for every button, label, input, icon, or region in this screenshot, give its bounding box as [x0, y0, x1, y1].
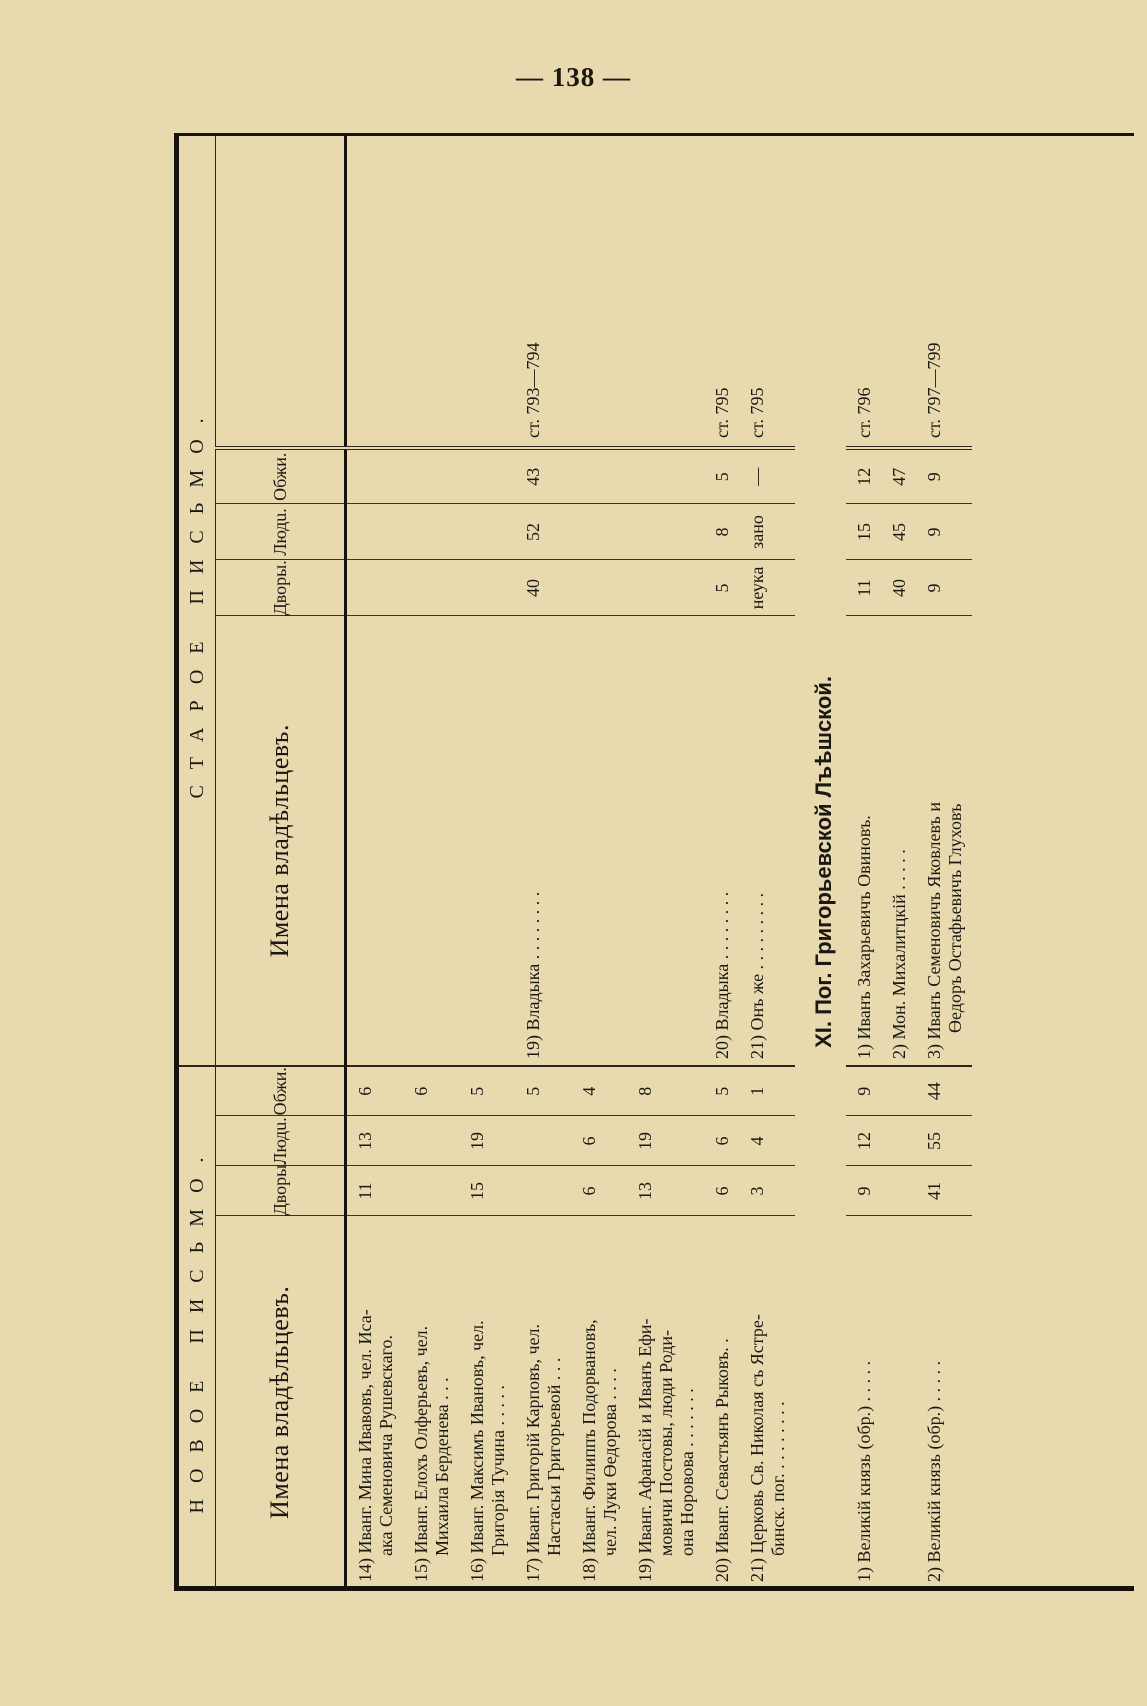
reference-value — [627, 136, 704, 448]
reference-value — [571, 136, 627, 448]
old-dvory-value — [627, 560, 704, 616]
col-obzhi-new: Обжи. — [216, 1066, 346, 1116]
lyudi-value — [881, 1116, 916, 1166]
dvory-value: 3 — [739, 1166, 795, 1216]
owner-name-old: 1) Иванъ Захарьевичъ Овиновъ. — [854, 815, 874, 1059]
table-row — [881, 136, 916, 1588]
lyudi-value: 19 — [459, 1116, 515, 1166]
col-dvory-new: Двоpы. — [216, 1166, 346, 1216]
lyudi-value: 55 — [916, 1116, 972, 1166]
old-lyudi-value: 8 — [704, 504, 739, 560]
lyudi-value: 6 — [704, 1116, 739, 1166]
obzhi-value — [881, 1066, 916, 1116]
table-row — [403, 136, 459, 1588]
col-names-old: Имена владѣльцевъ. — [216, 616, 346, 1066]
owner-name-old — [346, 616, 404, 1066]
old-obzhi-value: 12 — [846, 448, 881, 504]
old-dvory-value — [459, 560, 515, 616]
old-dvory-value — [571, 560, 627, 616]
reference-value — [459, 136, 515, 448]
dvory-value — [403, 1166, 459, 1216]
owner-name-old: 2) Мон. Михалитцкій . . . . . — [889, 849, 909, 1059]
reference-value — [403, 136, 459, 448]
table-row — [916, 136, 972, 1588]
old-obzhi-value: 43 — [515, 448, 571, 504]
table-row — [346, 136, 404, 1588]
page-number: — 138 — — [516, 62, 631, 92]
owner-name-new: 16) Иванг. Максимъ Ивановъ, чел. Григорія Тучина . . . . . — [467, 1320, 508, 1582]
col-dvory-old: Двоpы. — [216, 560, 346, 616]
owner-name-old — [627, 616, 704, 1066]
dvory-value: 15 — [459, 1166, 515, 1216]
table-row — [515, 136, 571, 1588]
old-dvory-value: 9 — [916, 560, 972, 616]
header-old-survey: СТАРОЕ ПИСЬМО. — [179, 136, 216, 1066]
owner-name-new: 15) Иванг. Елохъ Олферьевъ, чел. Михаила Берденева . . . — [411, 1325, 452, 1582]
col-obzhi-old: Обжи. — [216, 448, 346, 504]
owner-name-old — [571, 616, 627, 1066]
obzhi-value: 5 — [459, 1066, 515, 1116]
dvory-value: 41 — [916, 1166, 972, 1216]
owner-name-new: 2) Великій князь (обр.) . . . . . — [924, 1360, 944, 1582]
obzhi-value: 1 — [739, 1066, 795, 1116]
dvory-value — [881, 1166, 916, 1216]
obzhi-value: 4 — [571, 1066, 627, 1116]
old-lyudi-value: 15 — [846, 504, 881, 560]
table-row — [627, 136, 704, 1588]
old-dvory-value: 40 — [515, 560, 571, 616]
old-obzhi-value — [627, 448, 704, 504]
reference-value: ст. 797—799 — [916, 136, 972, 448]
table-row — [846, 136, 881, 1588]
owner-name-old — [459, 616, 515, 1066]
old-lyudi-value: 45 — [881, 504, 916, 560]
reference-value: ст. 793—794 — [515, 136, 571, 448]
obzhi-value: 44 — [916, 1066, 972, 1116]
section-heading-row — [795, 136, 846, 1588]
col-lyudi-old: Людu. — [216, 504, 346, 560]
dvory-value: 6 — [704, 1166, 739, 1216]
lyudi-value: 4 — [739, 1116, 795, 1166]
dvory-value: 6 — [571, 1166, 627, 1216]
owner-name-new: 21) Церковь Св. Николая съ Ястре- бинск. пог. . . . . . . . . — [747, 1314, 788, 1582]
owner-name-new: 1) Великій князь (обр.) . . . . . — [854, 1360, 874, 1582]
old-lyudi-value: 9 — [916, 504, 972, 560]
old-obzhi-value: 47 — [881, 448, 916, 504]
reference-value — [881, 136, 916, 448]
reference-value: ст. 796 — [846, 136, 881, 448]
owner-name-new: 19) Иванг. Афанасій и Иванъ Ефи- мовичи Постовы, люди Роди- она Норовова . . . . . . . — [635, 1318, 697, 1582]
col-reference — [216, 136, 346, 448]
dvory-value: 11 — [346, 1166, 404, 1216]
owner-name-old: 20) Владыка . . . . . . . . — [712, 891, 732, 1059]
col-lyudi-new: Людu. — [216, 1116, 346, 1166]
lyudi-value — [403, 1116, 459, 1166]
lyudi-value: 13 — [346, 1116, 404, 1166]
owner-name-new: 18) Иванг. Филиппъ Подорвановъ, чел. Луки Өедорова . . . . — [579, 1319, 620, 1582]
lyudi-value: 12 — [846, 1116, 881, 1166]
table-row — [739, 136, 795, 1588]
owner-name-new: 14) Иванг. Мина Ивавовъ, чел. Иса- ака Семеновича Рушевскаго. — [355, 1309, 396, 1582]
lyudi-value: 19 — [627, 1116, 704, 1166]
old-dvory-value: 40 — [881, 560, 916, 616]
owner-name-new: 17) Иванг. Григорій Карповъ, чел. Настасьи Григорьевой . . . — [523, 1324, 564, 1582]
owner-name-new — [881, 1216, 916, 1588]
reference-value — [346, 136, 404, 448]
old-dvory-value: 5 — [704, 560, 739, 616]
lyudi-value — [515, 1116, 571, 1166]
old-dvory-value: 11 — [846, 560, 881, 616]
ledger-table — [179, 136, 1134, 1588]
old-lyudi-value — [459, 504, 515, 560]
dvory-value: 13 — [627, 1166, 704, 1216]
lyudi-value: 6 — [571, 1116, 627, 1166]
old-lyudi-value — [346, 504, 404, 560]
table-row — [571, 136, 627, 1588]
reference-value: ст. 795 — [739, 136, 795, 448]
old-lyudi-value: 52 — [515, 504, 571, 560]
dvory-value: 9 — [846, 1166, 881, 1216]
header-new-survey: НОВОЕ ПИСЬМО. — [179, 1066, 216, 1588]
reference-value: ст. 795 — [704, 136, 739, 448]
old-lyudi-value — [403, 504, 459, 560]
old-obzhi-value — [459, 448, 515, 504]
owner-name-old: 19) Владыка . . . . . . . . — [523, 891, 543, 1059]
old-obzhi-value: 5 — [704, 448, 739, 504]
old-obzhi-value: 9 — [916, 448, 972, 504]
col-names-new: Имена владѣльцевъ. — [216, 1216, 346, 1588]
obzhi-value: 5 — [704, 1066, 739, 1116]
dvory-value — [515, 1166, 571, 1216]
old-lyudi-value: зано — [739, 504, 795, 560]
old-lyudi-value — [571, 504, 627, 560]
old-dvory-value — [346, 560, 404, 616]
obzhi-value: 5 — [515, 1066, 571, 1116]
old-obzhi-value: — — [739, 448, 795, 504]
owner-name-old: 3) Иванъ Семеновичъ Яковлевъ и Өедоръ Остафьевичъ Глуховъ — [924, 802, 965, 1059]
section-title: XI. Пог. Григорьевской Лъѣшской. — [811, 676, 836, 1048]
table-row — [704, 136, 739, 1588]
old-dvory-value: неука — [739, 560, 795, 616]
old-obzhi-value — [403, 448, 459, 504]
obzhi-value: 9 — [846, 1066, 881, 1116]
owner-name-old — [403, 616, 459, 1066]
obzhi-value: 6 — [346, 1066, 404, 1116]
owner-name-new: 20) Иванг. Севастьянъ Рыковъ. . — [712, 1338, 732, 1582]
old-obzhi-value — [571, 448, 627, 504]
table-row — [459, 136, 515, 1588]
old-obzhi-value — [346, 448, 404, 504]
owner-name-old: 21) Онъ же . . . . . . . . . — [747, 892, 767, 1059]
obzhi-value: 6 — [403, 1066, 459, 1116]
obzhi-value: 8 — [627, 1066, 704, 1116]
old-dvory-value — [403, 560, 459, 616]
old-lyudi-value — [627, 504, 704, 560]
